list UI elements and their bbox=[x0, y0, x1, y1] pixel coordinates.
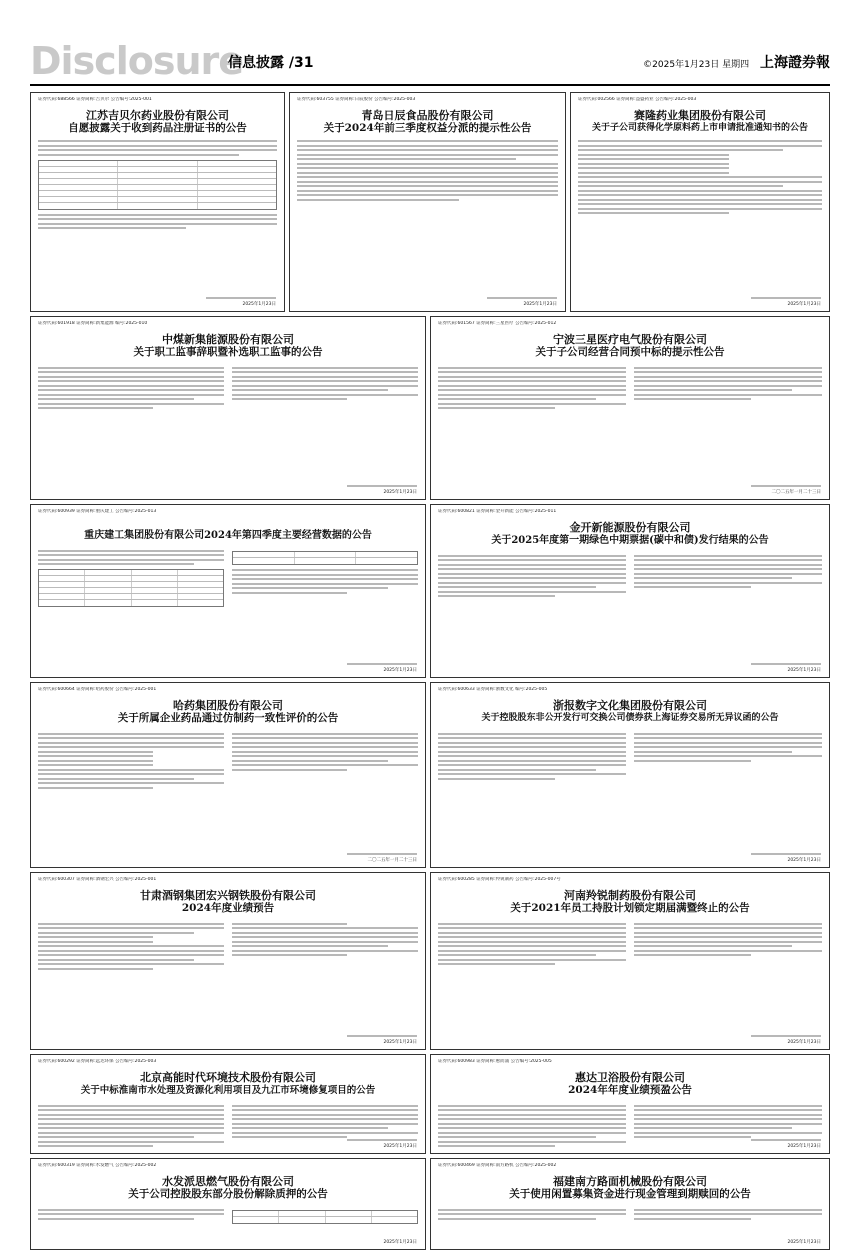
notice-ningbo-sanxing bbox=[430, 316, 830, 500]
notice-company: 北京高能时代环境技术股份有限公司 bbox=[140, 1071, 316, 1084]
notice-title: 关于2024年前三季度权益分派的提示性公告 bbox=[323, 122, 532, 134]
notice-company: 金开新能源股份有限公司 bbox=[569, 521, 691, 534]
notice-company: 青岛日辰食品股份有限公司 bbox=[361, 109, 494, 122]
notice-table bbox=[38, 569, 224, 607]
notice-meta: 证券代码:600292 证券简称:远达环保 公告编号:2025-003 bbox=[38, 1059, 157, 1064]
notice-body bbox=[297, 140, 558, 201]
notice-signature: 2025年1月23日 bbox=[347, 1136, 417, 1149]
notice-signature: 2025年1月23日 bbox=[487, 294, 557, 307]
notice-huida-sanitary bbox=[430, 1054, 830, 1154]
notice-signature: 2025年1月23日 bbox=[787, 1240, 821, 1245]
notice-signature: 2025年1月23日 bbox=[751, 850, 821, 863]
masthead-rule bbox=[30, 84, 830, 86]
notice-jiangsu-jibeier bbox=[30, 92, 285, 312]
notice-body bbox=[438, 552, 822, 600]
notice-meta: 证券代码:600285 证券简称:羚锐制药 公告编号:2025-007号 bbox=[438, 877, 561, 882]
issue-date: ©2025年1月23日 星期四 bbox=[643, 60, 750, 70]
notice-meta: 证券代码:601567 证券简称:三星医疗 公告编号:2025-012 bbox=[438, 321, 557, 326]
notice-body bbox=[578, 140, 822, 214]
notice-title: 2024年年度业绩预盈公告 bbox=[568, 1084, 692, 1096]
notice-gansu-jiugang bbox=[30, 872, 426, 1050]
notice-meta: 证券代码:600469 证券简称:南方路机 公告编号:2025-002 bbox=[438, 1163, 557, 1168]
notice-body bbox=[438, 730, 822, 782]
notice-signature: 2025年1月23日 bbox=[206, 294, 276, 307]
notice-title: 关于中标淮南市水处理及资源化利用项目及九江市环境修复项目的公告 bbox=[80, 1085, 376, 1096]
notice-signature: 2025年1月23日 bbox=[751, 1032, 821, 1045]
notice-meta: 证券代码:600319 证券简称:水发燃气 公告编号:2025-002 bbox=[38, 1163, 157, 1168]
notice-chongqing-construction bbox=[30, 504, 426, 678]
notice-body bbox=[38, 140, 277, 229]
notice-body bbox=[38, 1206, 418, 1228]
notice-fujian-nanfang bbox=[430, 1158, 830, 1250]
notice-company: 福建南方路面机械股份有限公司 bbox=[553, 1175, 707, 1188]
notice-company: 河南羚锐制药股份有限公司 bbox=[564, 889, 696, 902]
notice-harbin-pharma bbox=[30, 682, 426, 868]
notice-henan-lingrui bbox=[430, 872, 830, 1050]
notice-company: 惠达卫浴股份有限公司 bbox=[575, 1071, 685, 1084]
notice-company: 甘肃酒钢集团宏兴钢铁股份有限公司 bbox=[140, 889, 316, 902]
notice-body bbox=[38, 920, 418, 972]
notice-company: 宁波三星医疗电气股份有限公司 bbox=[553, 333, 707, 346]
section-title: 信息披露 /31 bbox=[228, 55, 314, 71]
notice-shuifa-gas-bottom bbox=[30, 1158, 426, 1250]
notice-meta: 证券代码:601918 证券简称:新集能源 编号:2025-010 bbox=[38, 321, 148, 326]
notice-meta: 证券代码:002566 证券简称:益盛药业 公告编号:2025-003 bbox=[578, 97, 697, 102]
issue-info bbox=[643, 52, 830, 72]
notice-company: 哈药集团股份有限公司 bbox=[173, 699, 283, 712]
notice-signature: 2025年1月23日 bbox=[347, 660, 417, 673]
notice-table bbox=[232, 551, 418, 565]
notice-company: 中煤新集能源股份有限公司 bbox=[162, 333, 294, 346]
notice-title: 重庆建工集团股份有限公司2024年第四季度主要经营数据的公告 bbox=[84, 530, 372, 541]
notice-title: 关于子公司获得化学原料药上市申请批准通知书的公告 bbox=[591, 123, 808, 133]
notice-zhejiang-digital bbox=[430, 682, 830, 868]
notice-body bbox=[438, 1206, 822, 1222]
notice-title: 关于使用闲置募集资金进行现金管理到期赎回的公告 bbox=[509, 1188, 751, 1200]
notice-body bbox=[38, 730, 418, 791]
notice-company: 江苏吉贝尔药业股份有限公司 bbox=[86, 109, 229, 122]
notice-title: 2024年度业绩预告 bbox=[181, 902, 275, 914]
notice-company: 浙报数字文化集团股份有限公司 bbox=[553, 699, 707, 712]
notice-body bbox=[38, 364, 418, 412]
notice-beijing-gaoneng bbox=[30, 1054, 426, 1154]
notice-signature: 二〇二五年一月二十三日 bbox=[347, 850, 417, 863]
notice-title: 关于控股股东非公开发行可交换公司债券获上海证券交易所无异议函的公告 bbox=[481, 713, 779, 723]
notice-signature: 2025年1月23日 bbox=[383, 1240, 417, 1245]
notice-signature: 2025年1月23日 bbox=[751, 1136, 821, 1149]
notice-table bbox=[38, 160, 277, 210]
section-wordmark: Disclosure bbox=[30, 39, 244, 83]
notice-sailong-pharma bbox=[570, 92, 830, 312]
notice-meta: 证券代码:600939 证券简称:重庆建工 公告编号:2025-013 bbox=[38, 509, 157, 514]
notice-signature: 2025年1月23日 bbox=[751, 294, 821, 307]
notice-meta: 证券代码:600307 证券简称:酒钢宏兴 公告编号:2025-001 bbox=[38, 877, 157, 882]
notice-signature: 2025年1月23日 bbox=[347, 482, 417, 495]
notice-body bbox=[438, 920, 822, 968]
masthead bbox=[30, 40, 830, 82]
notice-title: 关于公司控股股东部分股份解除质押的公告 bbox=[128, 1188, 328, 1200]
notice-body bbox=[38, 547, 418, 611]
notice-meta: 证券代码:600821 证券简称:金开新能 公告编号:2025-011 bbox=[438, 509, 557, 514]
notice-title: 关于2021年员工持股计划锁定期届满暨终止的公告 bbox=[510, 902, 750, 914]
notice-title: 关于职工监事辞职暨补选职工监事的公告 bbox=[133, 346, 323, 358]
notice-zhongmei-xinji bbox=[30, 316, 426, 500]
notice-meta: 证券代码:603755 证券简称:日辰股份 公告编号:2025-003 bbox=[297, 97, 416, 102]
notice-jinkai-energy bbox=[430, 504, 830, 678]
notice-meta: 证券代码:688566 证券简称:吉贝尔 公告编号:2025-001 bbox=[38, 97, 152, 102]
notice-title: 关于所属企业药品通过仿制药一致性评价的公告 bbox=[117, 712, 339, 724]
notice-title: 关于子公司经营合同预中标的提示性公告 bbox=[535, 346, 725, 358]
notice-signature: 二〇二五年一月二十三日 bbox=[751, 482, 821, 495]
newspaper-logo: 上海證券報 bbox=[760, 55, 830, 71]
notice-qingdao-richen bbox=[289, 92, 566, 312]
notice-company: 赛隆药业集团股份有限公司 bbox=[634, 109, 766, 122]
notice-body bbox=[438, 364, 822, 412]
notice-meta: 证券代码:600664 证券简称:哈药股份 公告编号:2025-001 bbox=[38, 687, 157, 692]
notice-meta: 证券代码:600633 证券简称:浙数文化 编号:2025-005 bbox=[438, 687, 548, 692]
notice-meta: 证券代码:600983 证券简称:惠而浦 公告编号:2025-005 bbox=[438, 1059, 552, 1064]
notice-title: 自愿披露关于收到药品注册证书的公告 bbox=[68, 122, 247, 134]
notice-signature: 2025年1月23日 bbox=[751, 660, 821, 673]
notice-title: 关于2025年度第一期绿色中期票据(碳中和债)发行结果的公告 bbox=[491, 535, 769, 546]
notice-company: 水发派思燃气股份有限公司 bbox=[162, 1175, 294, 1188]
notice-signature: 2025年1月23日 bbox=[347, 1032, 417, 1045]
